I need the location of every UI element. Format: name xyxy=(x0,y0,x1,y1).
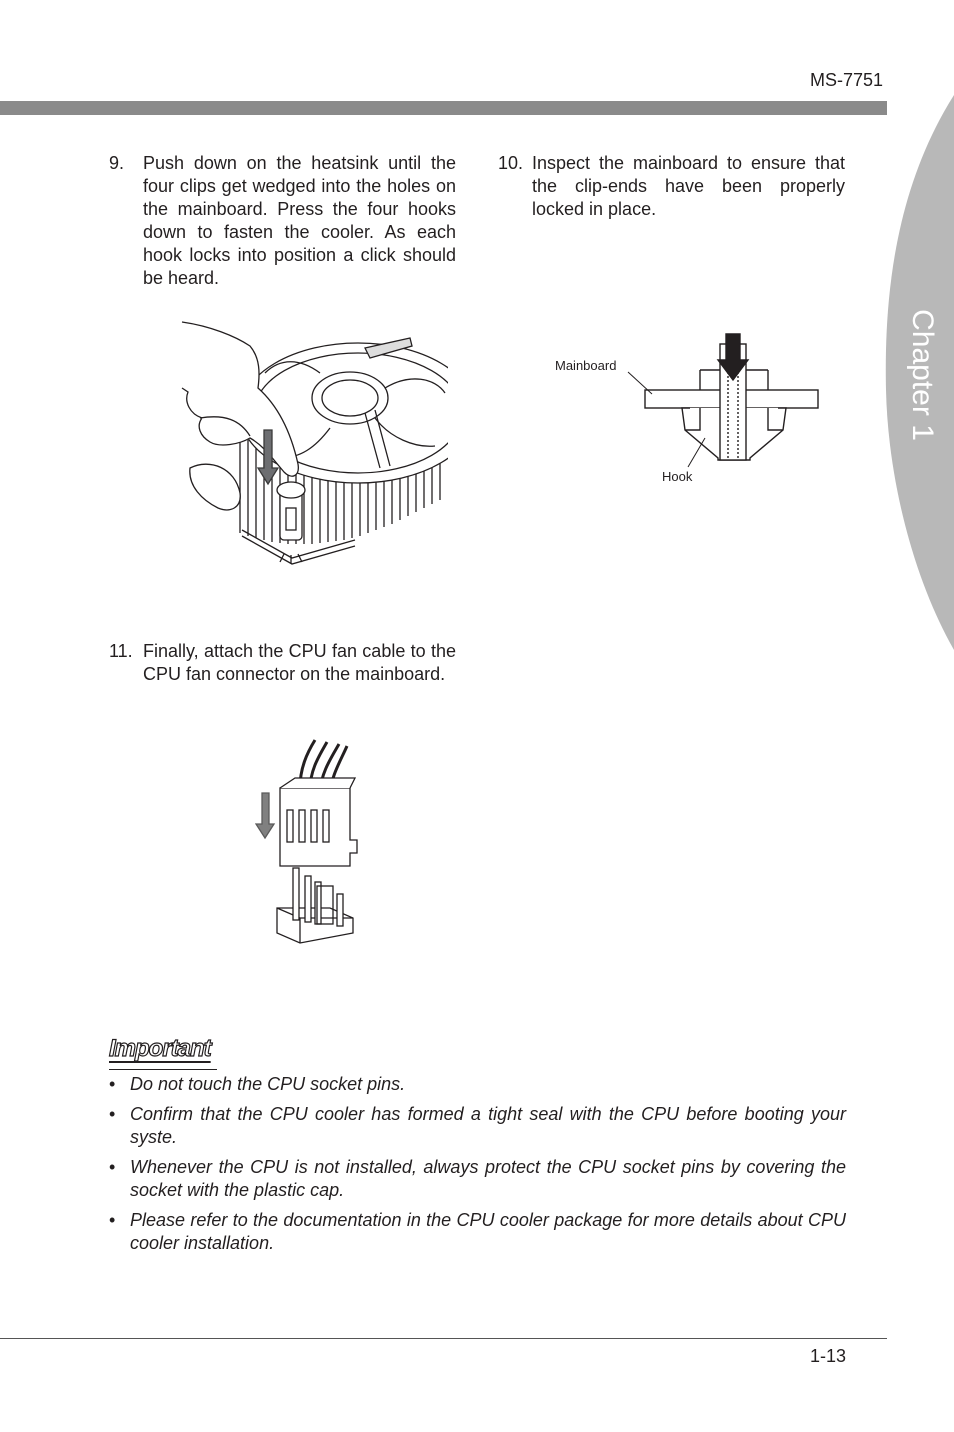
page-number: 1-13 xyxy=(809,1346,846,1366)
step-9 xyxy=(109,152,456,290)
note-text: Do not touch the CPU socket pins. xyxy=(130,1074,406,1094)
step-number: 11. xyxy=(109,641,133,661)
step-text: Finally, attach the CPU fan cable to the CPU fan connector on the mainboard. xyxy=(143,641,456,684)
mainboard-leader xyxy=(628,372,652,394)
note-text: Whenever the CPU is not installed, always protect the CPU socket pins by covering the socket with the plastic cap. xyxy=(130,1157,846,1200)
heatsink-install-illustration xyxy=(180,318,448,576)
header-pin xyxy=(315,882,321,924)
footer-rule xyxy=(0,1338,887,1339)
step-11 xyxy=(109,640,456,686)
step-10 xyxy=(498,152,845,221)
important-underline xyxy=(109,1069,217,1070)
note-item xyxy=(109,1209,846,1255)
step-text: Push down on the heatsink until the four clips get wedged into the holes on the mainboard. Press the four hooks down to fasten the cooler. As each hook locks into position a click should be heard. xyxy=(143,153,456,288)
important-heading: Important xyxy=(109,1035,211,1062)
note-text: Confirm that the CPU cooler has formed a tight seal with the CPU before booting your syste. xyxy=(130,1104,846,1147)
bullet: • xyxy=(109,1210,116,1230)
header-pin xyxy=(305,876,311,922)
note-text: Please refer to the documentation in the CPU cooler package for more details about CPU cooler installation. xyxy=(130,1210,846,1253)
bullet: • xyxy=(109,1104,116,1124)
important-notes-list xyxy=(109,1073,846,1262)
step-number: 10. xyxy=(498,153,524,173)
chapter-label: Chapter 1 xyxy=(906,309,939,441)
chapter-tab xyxy=(880,0,954,1432)
plug-arrow xyxy=(256,793,274,838)
note-item xyxy=(109,1156,846,1202)
mainboard-label: Mainboard xyxy=(555,358,617,373)
note-item xyxy=(109,1103,846,1149)
hook-leader xyxy=(688,438,705,467)
header-bar xyxy=(0,101,887,115)
bullet: • xyxy=(109,1074,116,1094)
header-pin xyxy=(293,868,299,920)
step-text: Inspect the mainboard to ensure that the clip-ends have been properly locked in place. xyxy=(532,153,845,219)
model-number: MS-7751 xyxy=(809,70,883,90)
step-number: 9. xyxy=(109,153,125,173)
header-pin xyxy=(337,894,343,926)
note-item xyxy=(109,1073,846,1096)
bullet: • xyxy=(109,1157,116,1177)
hook-label: Hook xyxy=(662,469,693,484)
fan-connector-illustration xyxy=(255,738,360,948)
hook-cross-section-diagram xyxy=(550,330,830,490)
